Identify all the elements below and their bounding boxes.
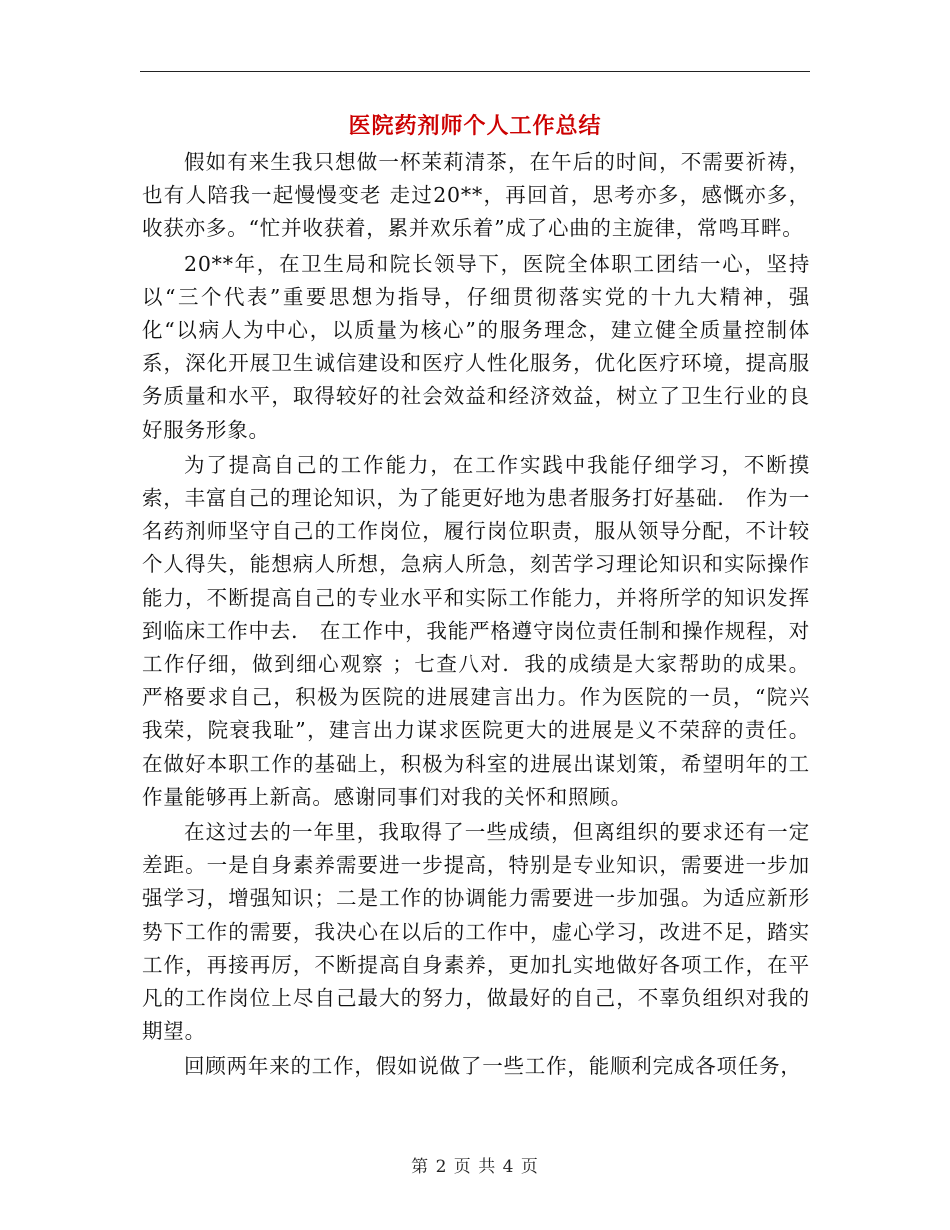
paragraph-3: 为了提高自己的工作能力，在工作实践中我能仔细学习，不断摸索，丰富自己的理论知识，为了能更好地为患者服务打好基础． 作为一名药剂师坚守自己的工作岗位，履行岗位职责，服从领导分配，不计较个人得失，能想病人所想，急病人所急，刻苦学习理论知识和实际操作能力，不断提高自己的专业水平和实际工作能力，并将所学的知识发挥到临床工作中去． 在工作中，我能严格遵守岗位责任制和操作规程，对工作仔细，做到细心观察 ；七查八对．我的成绩是大家帮助的成果。 严格要求自己，积极为医院的进展建言出力。作为医院的一员，“院兴我荣，院衰我耻”，建言出力谋求医院更大的进展是义不荣辞的责任。在做好本职工作的基础上，积极为科室的进展出谋划策，希望明年的工作量能够再上新高。感谢同事们对我的关怀和照顾。	[142, 452, 810, 809]
paragraph-5: 回顾两年来的工作，假如说做了一些工作，能顺利完成各项任务，	[184, 1054, 802, 1079]
paragraph-1: 假如有来生我只想做一杯茉莉清茶，在午后的时间，不需要祈祷，也有人陪我一起慢慢变老 走过20**，再回首，思考亦多，感慨亦多，收获亦多。“忙并收获着，累并欢乐着”成了心曲的主旋律，常鸣耳畔。	[142, 150, 810, 241]
paragraph-2: 20**年，在卫生局和院长领导下，医院全体职工团结一心，坚持以“三个代表”重要思想为指导，仔细贯彻落实党的十九大精神，强化“以病人为中心，以质量为核心”的服务理念，建立健全质量控制体系，深化开展卫生诚信建设和医疗人性化服务，优化医疗环境，提高服务质量和水平，取得较好的社会效益和经济效益，树立了卫生行业的良好服务形象。	[142, 251, 810, 442]
header-rule	[140, 71, 810, 72]
paragraph-4: 在这过去的一年里，我取得了一些成绩，但离组织的要求还有一定差距。一是自身素养需要进一步提高，特别是专业知识，需要进一步加强学习，增强知识；二是工作的协调能力需要进一步加强。为适应新形势下工作的需要，我决心在以后的工作中，虚心学习，改进不足，踏实工作，再接再厉，不断提高自身素养，更加扎实地做好各项工作，在平凡的工作岗位上尽自己最大的努力，做最好的自己，不辜负组织对我的期望。	[142, 820, 810, 1044]
page-footer: 第 2 页 共 4 页	[411, 1157, 539, 1177]
document-body	[142, 146, 810, 1086]
document-title: 医院药剂师个人工作总结	[348, 113, 602, 139]
